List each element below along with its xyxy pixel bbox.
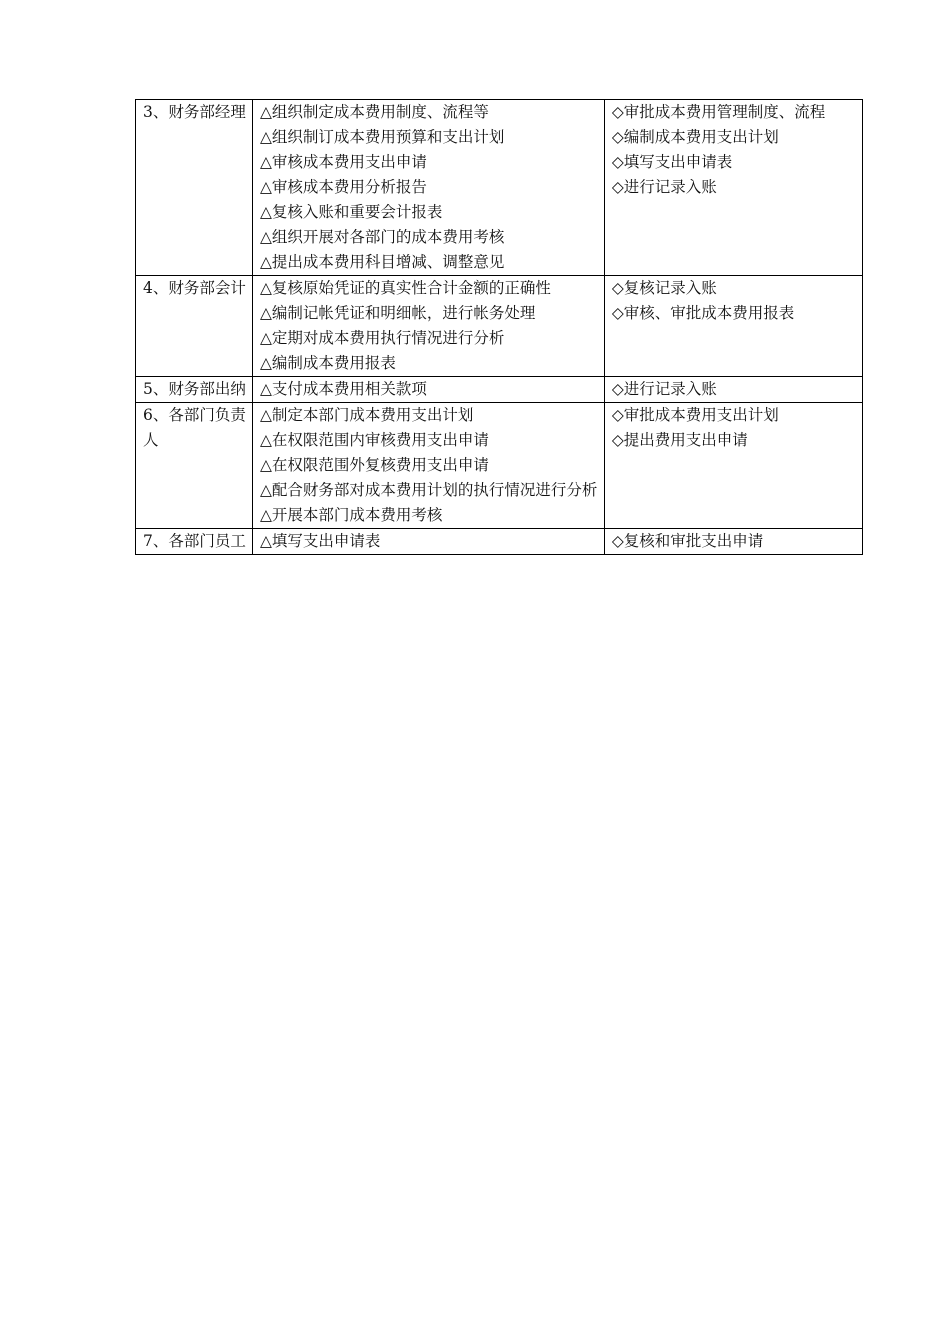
power-item: ◇复核记录入账 <box>611 279 717 297</box>
role-cell <box>136 403 253 529</box>
power-item: ◇审批成本费用支出计划 <box>611 406 779 424</box>
powers-cell <box>604 100 862 276</box>
power-item: ◇审核、审批成本费用报表 <box>611 304 795 322</box>
role-label: 4、财务部会计 <box>143 279 246 297</box>
role-label: 7、各部门员工 <box>143 532 246 550</box>
duty-item: △审核成本费用分析报告 <box>259 178 427 196</box>
table-row <box>136 377 863 403</box>
table-row <box>136 529 863 555</box>
duties-cell <box>252 100 604 276</box>
power-item: ◇编制成本费用支出计划 <box>611 128 779 146</box>
role-cell <box>136 377 253 403</box>
duty-item: △复核入账和重要会计报表 <box>259 203 443 221</box>
power-item: ◇提出费用支出申请 <box>611 431 748 449</box>
duty-item: △提出成本费用科目增减、调整意见 <box>259 253 505 271</box>
duty-item: △支付成本费用相关款项 <box>259 380 427 398</box>
duty-item: △配合财务部对成本费用计划的执行情况进行分析 <box>259 481 598 499</box>
duty-item: △填写支出申请表 <box>259 532 381 550</box>
duties-cell <box>252 377 604 403</box>
duties-cell <box>252 529 604 555</box>
duty-item: △定期对成本费用执行情况进行分析 <box>259 329 505 347</box>
role-label: 6、各部门负责人 <box>143 406 246 449</box>
powers-cell <box>604 529 862 555</box>
role-cell <box>136 100 253 276</box>
duty-item: △在权限范围外复核费用支出申请 <box>259 456 489 474</box>
power-item: ◇进行记录入账 <box>611 178 717 196</box>
duty-item: △复核原始凭证的真实性合计金额的正确性 <box>259 279 551 297</box>
responsibility-table <box>135 99 863 555</box>
powers-cell <box>604 377 862 403</box>
duty-item: △组织制订成本费用预算和支出计划 <box>259 128 505 146</box>
power-item: ◇进行记录入账 <box>611 380 717 398</box>
table-row <box>136 403 863 529</box>
power-item: ◇填写支出申请表 <box>611 153 733 171</box>
role-cell <box>136 529 253 555</box>
role-cell <box>136 276 253 377</box>
powers-cell <box>604 276 862 377</box>
duty-item: △组织制定成本费用制度、流程等 <box>259 103 489 121</box>
duty-item: △审核成本费用支出申请 <box>259 153 427 171</box>
power-item: ◇审批成本费用管理制度、流程 <box>611 103 826 121</box>
duty-item: △开展本部门成本费用考核 <box>259 506 443 524</box>
role-label: 3、财务部经理 <box>143 103 246 121</box>
role-label: 5、财务部出纳 <box>143 380 246 398</box>
duty-item: △编制记帐凭证和明细帐，进行帐务处理 <box>259 304 536 322</box>
powers-cell <box>604 403 862 529</box>
duty-item: △编制成本费用报表 <box>259 354 396 372</box>
duties-cell <box>252 403 604 529</box>
duties-cell <box>252 276 604 377</box>
duty-item: △制定本部门成本费用支出计划 <box>259 406 474 424</box>
duty-item: △组织开展对各部门的成本费用考核 <box>259 228 505 246</box>
power-item: ◇复核和审批支出申请 <box>611 532 764 550</box>
table-row <box>136 100 863 276</box>
duty-item: △在权限范围内审核费用支出申请 <box>259 431 489 449</box>
table-row <box>136 276 863 377</box>
